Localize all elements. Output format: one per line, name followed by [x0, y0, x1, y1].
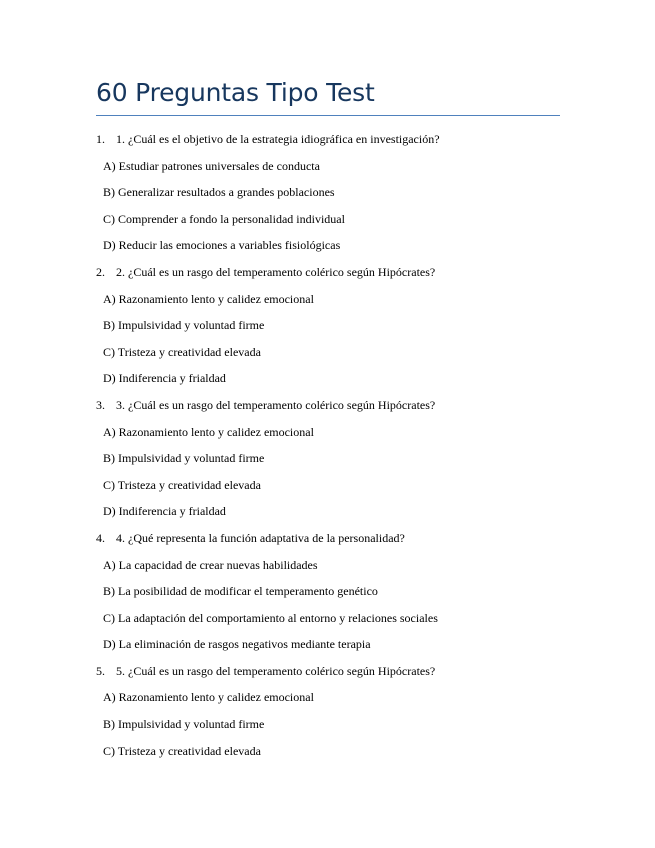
answer-option-a: A) La capacidad de crear nuevas habilidades	[103, 557, 318, 572]
question-text: 4. ¿Qué representa la función adaptativa de la personalidad?	[116, 530, 405, 545]
question-number: 1.	[96, 132, 105, 146]
question-text: 3. ¿Cuál es un rasgo del temperamento colérico según Hipócrates?	[116, 397, 436, 412]
question-text: 5. ¿Cuál es un rasgo del temperamento colérico según Hipócrates?	[116, 663, 436, 678]
title-underline	[96, 115, 560, 116]
question-item	[96, 131, 566, 264]
question-item	[96, 530, 566, 663]
answer-option-b: B) La posibilidad de modificar el temperamento genético	[103, 584, 378, 599]
answer-option-c: C) Tristeza y creatividad elevada	[103, 477, 261, 492]
answer-option-b: B) Impulsividad y voluntad firme	[103, 717, 265, 732]
question-line	[96, 530, 566, 557]
answer-option-b: B) Generalizar resultados a grandes poblaciones	[103, 185, 335, 200]
answer-option-a: A) Estudiar patrones universales de conducta	[103, 158, 320, 173]
answer-option-d: D) Indiferencia y frialdad	[103, 504, 226, 519]
question-item	[96, 663, 566, 769]
question-number: 2.	[96, 264, 105, 279]
answer-option-d: D) La eliminación de rasgos negativos mediante terapia	[103, 637, 371, 652]
answer-option-b: B) Impulsividad y voluntad firme	[103, 318, 265, 333]
question-item	[96, 397, 566, 530]
question-line	[96, 264, 566, 291]
question-number: 5.	[96, 663, 105, 678]
answer-option-b: B) Impulsividad y voluntad firme	[103, 451, 265, 466]
answer-option-c: C) Tristeza y creatividad elevada	[103, 743, 261, 758]
answer-option-c: C) Comprender a fondo la personalidad individual	[103, 211, 345, 226]
question-line	[96, 131, 566, 158]
page-title: 60 Preguntas Tipo Test	[96, 78, 375, 107]
question-text: 2. ¿Cuál es un rasgo del temperamento colérico según Hipócrates?	[116, 264, 436, 279]
question-line	[96, 397, 566, 424]
question-list	[96, 131, 566, 769]
question-number: 3.	[96, 397, 105, 412]
question-text: 1. ¿Cuál es el objetivo de la estrategia idiográfica en investigación?	[116, 132, 440, 146]
question-number: 4.	[96, 530, 105, 545]
answer-option-a: A) Razonamiento lento y calidez emocional	[103, 690, 314, 705]
answer-option-c: C) La adaptación del comportamiento al entorno y relaciones sociales	[103, 610, 438, 625]
question-item	[96, 264, 566, 397]
answer-option-d: D) Indiferencia y frialdad	[103, 371, 226, 386]
answer-option-a: A) Razonamiento lento y calidez emocional	[103, 424, 314, 439]
answer-option-d: D) Reducir las emociones a variables fisiológicas	[103, 238, 341, 253]
answer-option-c: C) Tristeza y creatividad elevada	[103, 344, 261, 359]
question-line	[96, 663, 566, 690]
answer-option-a: A) Razonamiento lento y calidez emocional	[103, 291, 314, 306]
